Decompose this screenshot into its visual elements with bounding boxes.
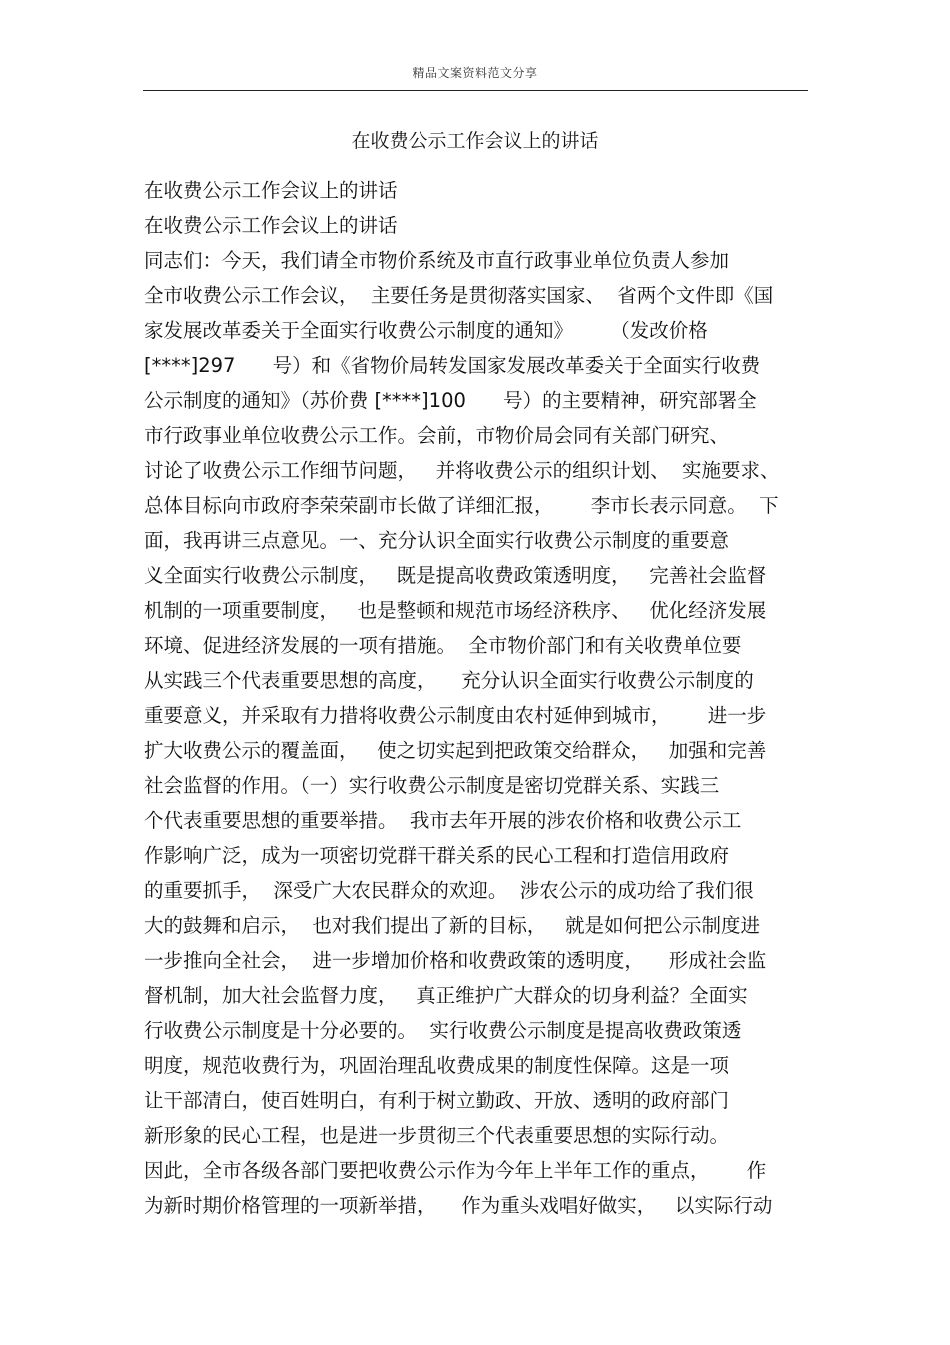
body-text-line: 公示制度的通知》（苏价费 [****]100 号）的主要精神，研究部署全 — [144, 389, 757, 412]
body-text-line: 家发展改革委关于全面实行收费公示制度的通知》 （发改价格 — [144, 319, 708, 342]
body-text-line: 市行政事业单位收费公示工作。会前，市物价局会同有关部门研究、 — [144, 424, 730, 447]
body-text-line: 面，我再讲三点意见。一、充分认识全面实行收费公示制度的重要意 — [144, 529, 730, 552]
body-text-line: 作影响广泛，成为一项密切党群干群关系的民心工程和打造信用政府 — [144, 844, 730, 867]
body-text-line: 同志们：今天，我们请全市物价系统及市直行政事业单位负责人参加 — [144, 249, 730, 272]
body-text-line: 从实践三个代表重要思想的高度， 充分认识全面实行收费公示制度的 — [144, 669, 754, 692]
body-text-line: 机制的一项重要制度， 也是整顿和规范市场经济秩序、 优化经济发展 — [144, 599, 767, 622]
body-text-line: 全市收费公示工作会议， 主要任务是贯彻落实国家、 省两个文件即《国 — [144, 284, 774, 307]
body-text-line: 总体目标向市政府李荣荣副市长做了详细汇报， 李市长表示同意。 下 — [144, 494, 779, 517]
header-divider — [143, 90, 808, 91]
body-text-line: 扩大收费公示的覆盖面， 使之切实起到把政策交给群众， 加强和完善 — [144, 739, 767, 762]
document-body — [144, 173, 814, 1223]
body-text-line: [****]297 号）和《省物价局转发国家发展改革委关于全面实行收费 — [144, 354, 761, 377]
body-text-line: 明度，规范收费行为，巩固治理乱收费成果的制度性保障。这是一项 — [144, 1054, 730, 1077]
body-text-line: 在收费公示工作会议上的讲话 — [144, 179, 398, 202]
body-text-line: 的重要抓手， 深受广大农民群众的欢迎。 涉农公示的成功给了我们很 — [144, 879, 754, 902]
body-text-line: 重要意义，并采取有力措将收费公示制度由农村延伸到城市， 进一步 — [144, 704, 767, 727]
body-text-line: 一步推向全社会， 进一步增加价格和收费政策的透明度， 形成社会监 — [144, 949, 767, 972]
page-header-text: 精品文案资料范文分享 — [412, 66, 538, 80]
body-text-line: 社会监督的作用。（一）实行收费公示制度是密切党群关系、实践三 — [144, 774, 720, 797]
body-text-line: 让干部清白，使百姓明白，有利于树立勤政、开放、透明的政府部门 — [144, 1089, 730, 1112]
body-text-line: 新形象的民心工程，也是进一步贯彻三个代表重要思想的实际行动。 — [144, 1124, 730, 1147]
body-text-line: 行收费公示制度是十分必要的。 实行收费公示制度是提高收费政策透 — [144, 1019, 742, 1042]
body-text-line: 义全面实行收费公示制度， 既是提高收费政策透明度， 完善社会监督 — [144, 564, 767, 587]
body-text-line: 讨论了收费公示工作细节问题， 并将收费公示的组织计划、 实施要求、 — [144, 459, 780, 482]
document-title: 在收费公示工作会议上的讲话 — [351, 130, 599, 152]
body-text-line: 为新时期价格管理的一项新举措， 作为重头戏唱好做实， 以实际行动 — [144, 1194, 773, 1217]
body-text-line: 因此，全市各级各部门要把收费公示作为今年上半年工作的重点， 作 — [144, 1159, 767, 1182]
body-text-line: 环境、促进经济发展的一项有措施。 全市物价部门和有关收费单位要 — [144, 634, 742, 657]
body-text-line: 个代表重要思想的重要举措。 我市去年开展的涉农价格和收费公示工 — [144, 809, 742, 832]
body-text-line: 大的鼓舞和启示， 也对我们提出了新的目标， 就是如何把公示制度进 — [144, 914, 760, 937]
body-text-line: 在收费公示工作会议上的讲话 — [144, 214, 398, 237]
body-text-line: 督机制，加大社会监督力度， 真正维护广大群众的切身利益？全面实 — [144, 984, 748, 1007]
